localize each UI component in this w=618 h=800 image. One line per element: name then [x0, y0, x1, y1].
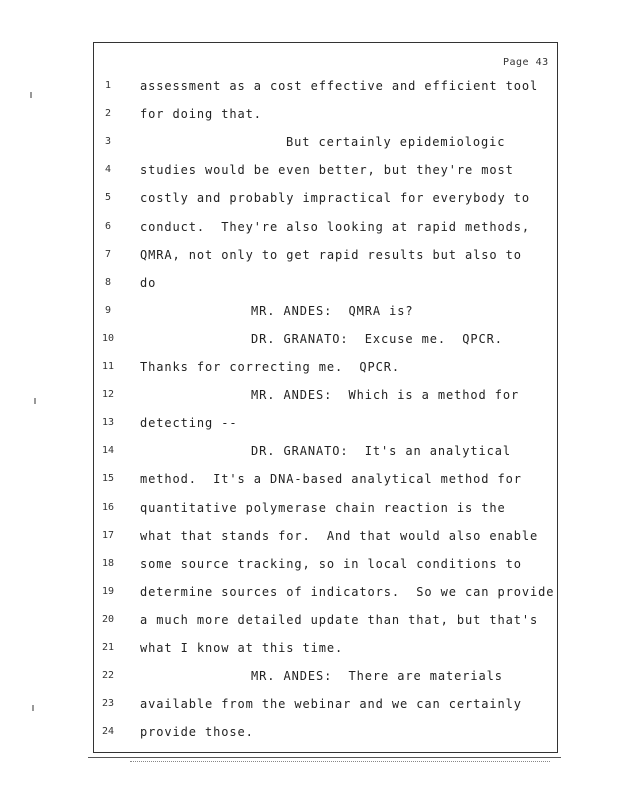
line-text: costly and probably impractical for everybody to — [140, 191, 530, 206]
line-text: what that stands for. And that would also enable — [140, 528, 539, 543]
line-number: 4 — [104, 164, 112, 176]
line-number: 2 — [104, 108, 112, 120]
transcript-line — [0, 217, 618, 237]
line-text: available from the webinar and we can certainly — [140, 697, 522, 712]
transcript-line — [0, 273, 618, 293]
line-number: 18 — [101, 557, 115, 569]
line-number: 1 — [104, 80, 112, 91]
line-text: But certainly epidemiologic — [286, 135, 506, 150]
line-number: 19 — [101, 585, 115, 597]
line-text: DR. GRANATO: Excuse me. QPCR. — [251, 331, 503, 346]
line-number: 16 — [101, 501, 115, 513]
scan-speck — [30, 92, 32, 98]
transcript-line — [0, 413, 618, 433]
transcript-line — [0, 132, 618, 152]
line-text: method. It's a DNA-based analytical method for — [140, 472, 522, 487]
transcript-line — [0, 694, 618, 714]
line-text: quantitative polymerase chain reaction is the — [140, 500, 506, 515]
transcript-line — [0, 610, 618, 630]
transcript-line — [0, 188, 618, 208]
line-text: MR. ANDES: QMRA is? — [251, 303, 414, 318]
line-text: QMRA, not only to get rapid results but also to — [140, 247, 522, 262]
line-text: detecting -- — [140, 416, 238, 431]
line-text: conduct. They're also looking at rapid methods, — [140, 219, 530, 234]
line-number: 17 — [101, 529, 115, 541]
page-bottom-rule — [88, 757, 561, 758]
line-number: 7 — [104, 248, 112, 260]
transcript-line — [0, 666, 618, 686]
page-number: Page 43 — [503, 57, 549, 68]
scan-speck — [32, 705, 34, 711]
line-text: a much more detailed update than that, but that's — [140, 612, 539, 627]
line-number: 3 — [104, 136, 112, 148]
line-text: some source tracking, so in local conditions to — [140, 556, 522, 571]
transcript-line — [0, 582, 618, 602]
line-text: studies would be even better, but they're most — [140, 163, 514, 178]
line-number: 11 — [101, 361, 115, 372]
line-number: 15 — [101, 473, 115, 485]
line-text: for doing that. — [140, 107, 262, 122]
line-text: provide those. — [140, 725, 254, 740]
line-number: 24 — [101, 726, 115, 738]
transcript-line — [0, 638, 618, 658]
transcript-line — [0, 469, 618, 489]
transcript-line — [0, 526, 618, 546]
transcript-line — [0, 357, 618, 377]
line-number: 21 — [101, 642, 115, 653]
line-number: 10 — [101, 332, 115, 344]
transcript-line — [0, 301, 618, 321]
line-number: 6 — [104, 220, 112, 232]
transcript-line — [0, 385, 618, 405]
line-text: DR. GRANATO: It's an analytical — [251, 444, 511, 459]
line-text: what I know at this time. — [140, 641, 344, 655]
line-number: 9 — [104, 304, 112, 316]
line-text: determine sources of indicators. So we can provide — [140, 584, 555, 599]
transcript-line — [0, 104, 618, 124]
line-number: 12 — [101, 389, 115, 401]
line-number: 13 — [101, 417, 115, 429]
transcript-line — [0, 441, 618, 461]
transcript-line — [0, 554, 618, 574]
line-text: do — [140, 275, 157, 290]
transcript-line — [0, 329, 618, 349]
line-text: MR. ANDES: Which is a method for — [251, 388, 520, 403]
line-text: Thanks for correcting me. QPCR. — [140, 360, 400, 374]
line-number: 22 — [101, 670, 115, 682]
line-number: 14 — [101, 445, 115, 457]
line-number: 5 — [104, 192, 112, 204]
footer-scan-marks — [130, 761, 550, 766]
line-number: 23 — [101, 698, 115, 710]
line-number: 20 — [101, 613, 115, 625]
transcript-line — [0, 722, 618, 742]
transcript-line — [0, 160, 618, 180]
transcript-line — [0, 498, 618, 518]
line-text: assessment as a cost effective and efficient tool — [140, 79, 539, 93]
line-number: 8 — [104, 276, 112, 288]
transcript-line — [0, 76, 618, 96]
line-text: MR. ANDES: There are materials — [251, 669, 503, 684]
transcript-line — [0, 245, 618, 265]
scan-speck — [34, 398, 36, 404]
